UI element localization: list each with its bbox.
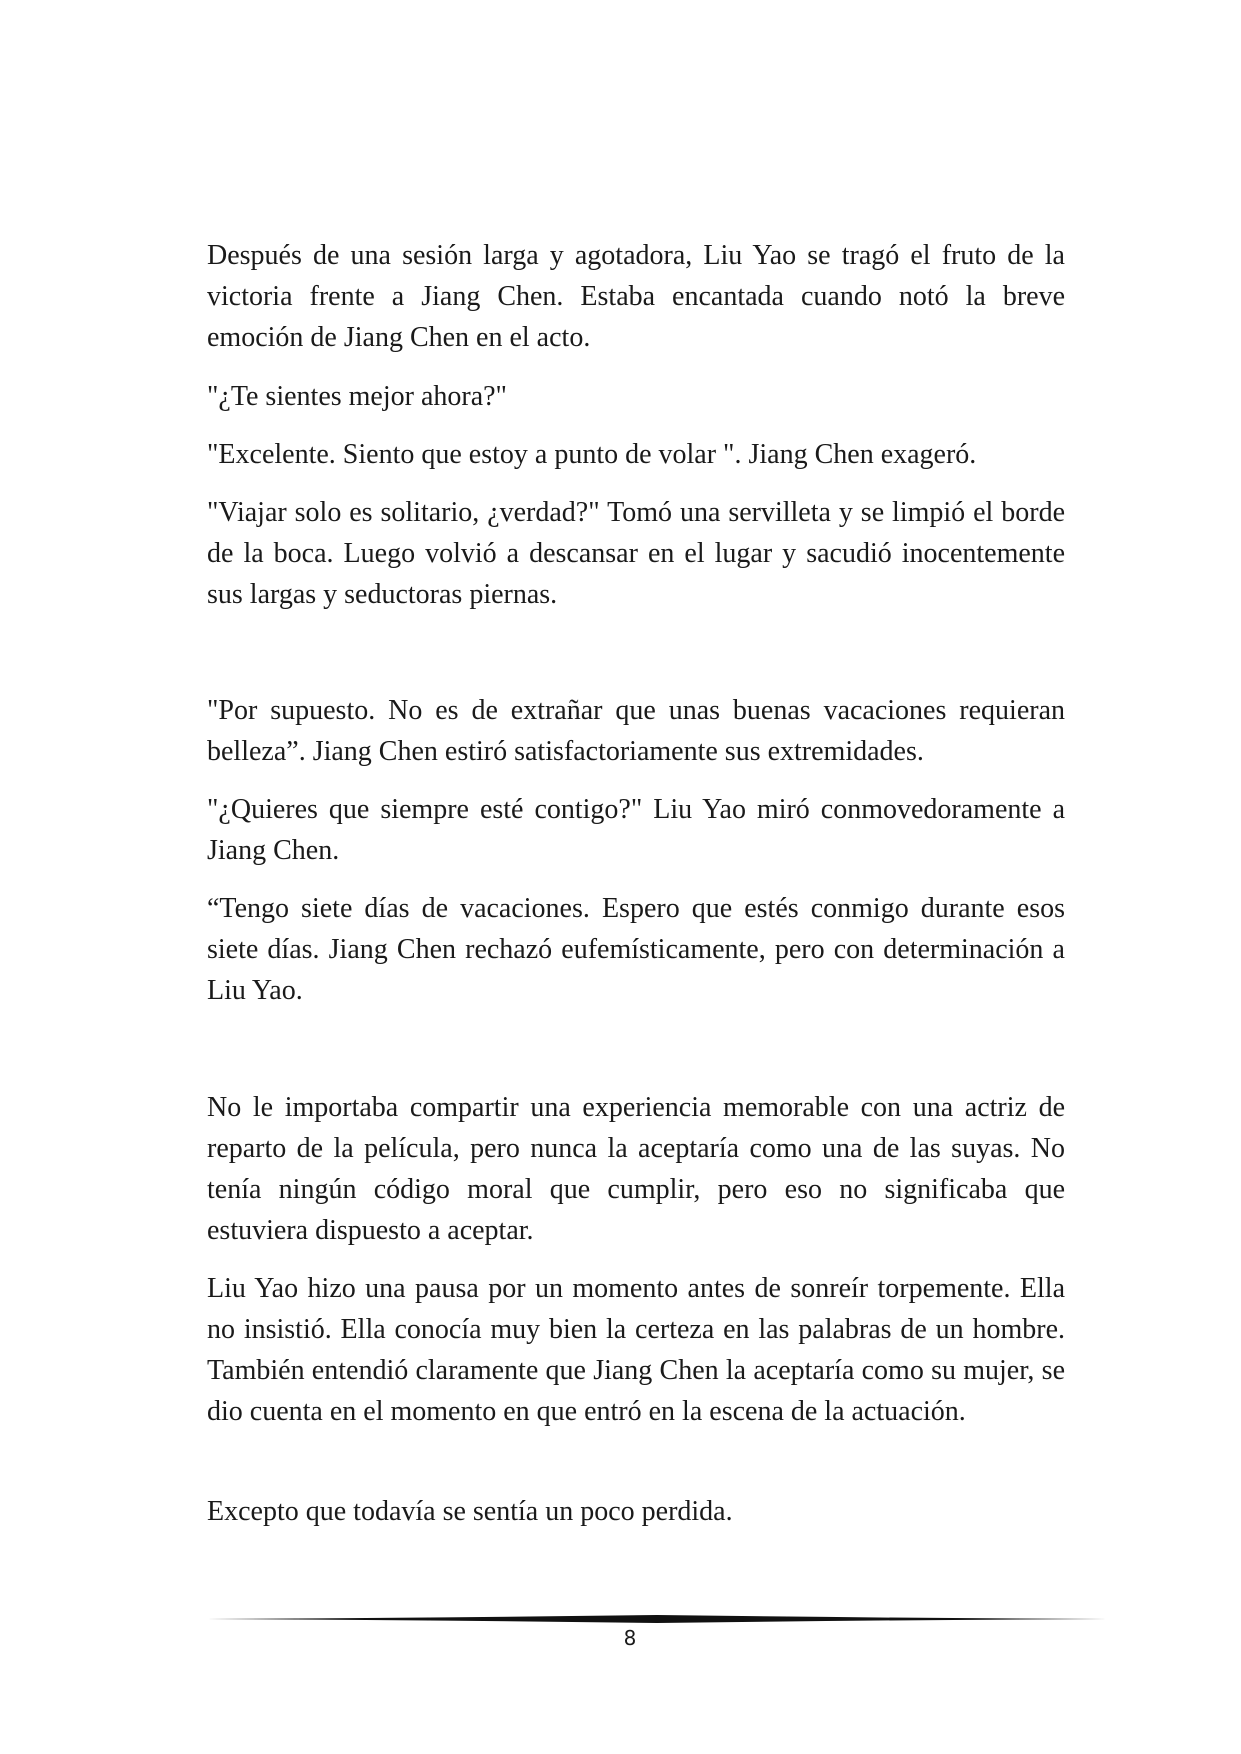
footer-divider <box>207 1613 1107 1625</box>
paragraph-3: "Excelente. Siento que estoy a punto de volar ". Jiang Chen exageró. <box>207 439 977 470</box>
paragraph-10: Excepto que todavía se sentía un poco perdida. <box>207 1496 733 1527</box>
paragraph-8: No le importaba compartir una experiencia memorable con una actriz de reparto de la película, pero nunca la aceptaría como una de las suyas. No tenía ningún código moral que cumplir, pero eso no significaba que estuviera dispuesto a aceptar. <box>207 1092 1065 1246</box>
paragraph-1: Después de una sesión larga y agotadora, Liu Yao se tragó el fruto de la victoria frente a Jiang Chen. Estaba encantada cuando notó la breve emoción de Jiang Chen en el acto. <box>207 240 1065 353</box>
paragraph-6: "¿Quieres que siempre esté contigo?" Liu Yao miró conmovedoramente a Jiang Chen. <box>207 794 1065 866</box>
paragraph-5: "Por supuesto. No es de extrañar que unas buenas vacaciones requieran belleza”. Jiang Chen estiró satisfactoriamente sus extremidades. <box>207 695 1065 767</box>
paragraph-9: Liu Yao hizo una pausa por un momento antes de sonreír torpemente. Ella no insistió. Ella conocía muy bien la certeza en las palabras de un hombre. También entendió claramente que Jiang Chen la aceptaría como su mujer, se dio cuenta en el momento en que entró en la escena de la actuación. <box>207 1273 1065 1427</box>
paragraph-2: "¿Te sientes mejor ahora?" <box>207 381 507 412</box>
paragraph-7: “Tengo siete días de vacaciones. Espero que estés conmigo durante esos siete días. Jiang Chen rechazó eufemísticamente, pero con determinación a Liu Yao. <box>207 893 1065 1006</box>
paragraph-4: "Viajar solo es solitario, ¿verdad?" Tomó una servilleta y se limpió el borde de la boca. Luego volvió a descansar en el lugar y sacudió inocentemente sus largas y seductoras piernas. <box>207 497 1065 610</box>
page-number: 8 <box>623 1626 637 1650</box>
